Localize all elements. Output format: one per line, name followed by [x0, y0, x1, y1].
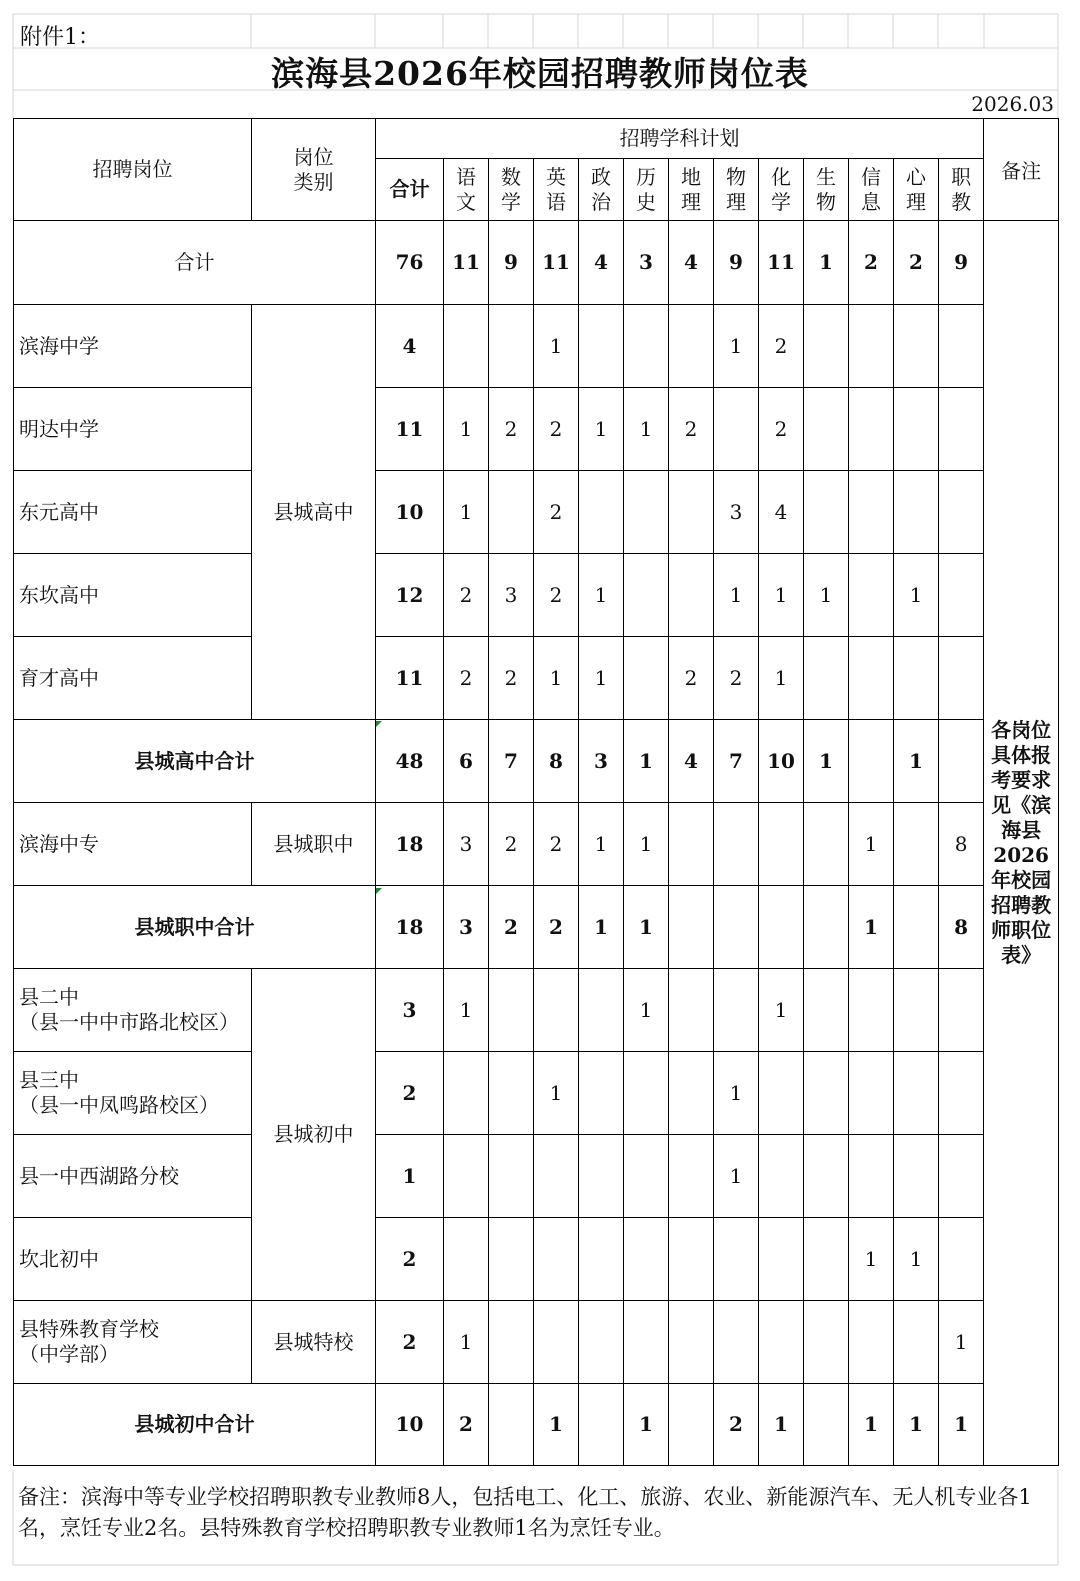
footnote: 备注：滨海中等专业学校招聘职教专业教师8人，包括电工、化工、旅游、农业、新能源汽车、无人机专业各1名，烹饪专业2名。县特殊教育学校招聘职教专业教师1名为烹饪专业。	[18, 1485, 1032, 1540]
cell: 1	[849, 1218, 894, 1301]
cell: 3	[714, 471, 759, 554]
subtotal-row-junior	[14, 1384, 1059, 1466]
cell	[894, 886, 939, 969]
cell	[669, 1384, 714, 1466]
cell: 2	[534, 803, 579, 886]
category-high: 县城高中	[252, 305, 376, 720]
cell	[579, 1384, 624, 1466]
subject-psychology: 心 理	[894, 159, 939, 221]
cell	[714, 388, 759, 471]
cell: 9	[714, 221, 759, 305]
cell	[669, 969, 714, 1052]
category-special: 县城特校	[252, 1301, 376, 1384]
cell: 1	[714, 1135, 759, 1218]
cell: 4	[669, 720, 714, 803]
cell	[804, 886, 849, 969]
table-row	[14, 554, 1059, 637]
school-name: 东元高中	[14, 471, 252, 554]
subject-history: 历 史	[624, 159, 669, 221]
table-row	[14, 471, 1059, 554]
subtotal-total: 10	[376, 1384, 444, 1466]
cell: 11	[444, 221, 489, 305]
cell: 2	[759, 305, 804, 388]
school-name: 明达中学	[14, 388, 252, 471]
header-position: 招聘岗位	[14, 119, 252, 221]
cell: 2	[534, 554, 579, 637]
table-row	[14, 1052, 1059, 1135]
cell	[849, 1052, 894, 1135]
cell: 2	[849, 221, 894, 305]
cell: 2	[759, 388, 804, 471]
subtotal-row-vocational	[14, 886, 1059, 969]
cell: 2	[489, 803, 534, 886]
cell: 3	[624, 221, 669, 305]
cell: 1	[894, 720, 939, 803]
cell	[669, 1218, 714, 1301]
cell: 1	[759, 637, 804, 720]
category-junior: 县城初中	[252, 969, 376, 1301]
header-remarks: 备注	[984, 119, 1059, 221]
header-row-1	[14, 119, 1059, 159]
cell	[849, 554, 894, 637]
grand-total-row	[14, 221, 1059, 305]
cell	[804, 1052, 849, 1135]
cell	[714, 969, 759, 1052]
cell	[804, 1218, 849, 1301]
cell: 2	[489, 388, 534, 471]
cell: 1	[849, 1384, 894, 1466]
cell: 7	[489, 720, 534, 803]
cell: 1	[759, 969, 804, 1052]
subtotal-row-high	[14, 720, 1059, 803]
cell	[939, 637, 984, 720]
header-total: 合计	[376, 159, 444, 221]
cell-comment-marker	[376, 721, 382, 727]
cell: 1	[534, 305, 579, 388]
cell	[849, 969, 894, 1052]
cell	[849, 720, 894, 803]
cell: 2	[894, 221, 939, 305]
cell	[714, 1301, 759, 1384]
cell	[849, 305, 894, 388]
cell	[579, 305, 624, 388]
table-row	[14, 305, 1059, 388]
cell: 1	[444, 471, 489, 554]
table-row	[14, 1301, 1059, 1384]
cell: 1	[939, 1384, 984, 1466]
cell: 9	[489, 221, 534, 305]
cell: 11	[759, 221, 804, 305]
cell	[534, 1218, 579, 1301]
table-row	[14, 969, 1059, 1052]
cell	[894, 1135, 939, 1218]
cell: 1	[894, 1218, 939, 1301]
row-total: 11	[376, 637, 444, 720]
cell	[489, 1301, 534, 1384]
cell: 1	[759, 1384, 804, 1466]
cell: 4	[579, 221, 624, 305]
cell	[894, 471, 939, 554]
cell	[894, 305, 939, 388]
subject-it: 信 息	[849, 159, 894, 221]
cell	[804, 969, 849, 1052]
cell: 2	[444, 554, 489, 637]
cell	[669, 1135, 714, 1218]
subtotal-total: 18	[376, 886, 444, 969]
cell: 2	[714, 637, 759, 720]
header-plan: 招聘学科计划	[376, 119, 984, 159]
cell	[939, 471, 984, 554]
cell: 1	[579, 803, 624, 886]
cell: 8	[939, 803, 984, 886]
row-total: 1	[376, 1135, 444, 1218]
document-date: 2026.03	[971, 92, 1054, 116]
cell: 1	[444, 388, 489, 471]
cell	[759, 1301, 804, 1384]
cell: 2	[489, 886, 534, 969]
cell: 1	[939, 1301, 984, 1384]
cell: 10	[759, 720, 804, 803]
table-row	[14, 637, 1059, 720]
table-row	[14, 1135, 1059, 1218]
subject-chinese: 语 文	[444, 159, 489, 221]
school-name: 滨海中学	[14, 305, 252, 388]
cell	[489, 1384, 534, 1466]
cell	[624, 1135, 669, 1218]
cell	[669, 1301, 714, 1384]
cell	[579, 969, 624, 1052]
school-name: 县特殊教育学校 （中学部）	[14, 1301, 252, 1384]
school-name: 坎北初中	[14, 1218, 252, 1301]
row-total: 4	[376, 305, 444, 388]
school-name: 东坎高中	[14, 554, 252, 637]
cell	[939, 554, 984, 637]
school-name: 县一中西湖路分校	[14, 1135, 252, 1218]
grand-total-value: 76	[376, 221, 444, 305]
subject-english: 英 语	[534, 159, 579, 221]
cell	[534, 969, 579, 1052]
cell	[849, 1135, 894, 1218]
cell: 1	[579, 886, 624, 969]
cell	[579, 471, 624, 554]
cell: 2	[444, 637, 489, 720]
cell: 1	[849, 803, 894, 886]
cell	[804, 1384, 849, 1466]
cell: 1	[714, 305, 759, 388]
cell: 1	[894, 554, 939, 637]
school-name: 县三中 （县一中凤鸣路校区）	[14, 1052, 252, 1135]
cell	[579, 1052, 624, 1135]
row-total: 12	[376, 554, 444, 637]
cell	[804, 1301, 849, 1384]
cell	[624, 637, 669, 720]
cell	[579, 1135, 624, 1218]
cell-comment-marker	[376, 888, 382, 894]
subtotal-label: 县城高中合计	[14, 720, 376, 803]
cell	[534, 1135, 579, 1218]
cell	[849, 388, 894, 471]
cell: 1	[444, 969, 489, 1052]
cell	[624, 1052, 669, 1135]
table-row	[14, 388, 1059, 471]
cell: 1	[624, 720, 669, 803]
school-name: 滨海中专	[14, 803, 252, 886]
cell	[669, 305, 714, 388]
cell: 9	[939, 221, 984, 305]
cell	[804, 1135, 849, 1218]
cell	[759, 886, 804, 969]
cell: 1	[579, 554, 624, 637]
cell	[759, 1052, 804, 1135]
subtotal-label: 县城职中合计	[14, 886, 376, 969]
cell	[894, 637, 939, 720]
cell: 3	[444, 803, 489, 886]
cell: 6	[444, 720, 489, 803]
cell: 1	[534, 637, 579, 720]
cell	[804, 388, 849, 471]
cell: 7	[714, 720, 759, 803]
cell: 1	[624, 803, 669, 886]
cell	[669, 886, 714, 969]
cell: 2	[714, 1384, 759, 1466]
cell: 1	[579, 637, 624, 720]
row-total: 2	[376, 1052, 444, 1135]
subject-vocational: 职 教	[939, 159, 984, 221]
cell: 1	[894, 1384, 939, 1466]
header-category	[252, 119, 376, 221]
cell	[939, 969, 984, 1052]
subtotal-label: 县城初中合计	[14, 1384, 376, 1466]
cell: 1	[444, 1301, 489, 1384]
cell	[939, 1052, 984, 1135]
cell: 2	[489, 637, 534, 720]
cell: 2	[669, 388, 714, 471]
cell: 8	[939, 886, 984, 969]
row-total: 2	[376, 1218, 444, 1301]
cell: 1	[714, 1052, 759, 1135]
cell	[669, 1052, 714, 1135]
cell	[489, 969, 534, 1052]
cell	[489, 1135, 534, 1218]
page-title: 滨海县2026年校园招聘教师岗位表	[271, 54, 809, 93]
cell	[444, 1052, 489, 1135]
cell	[489, 471, 534, 554]
row-total: 3	[376, 969, 444, 1052]
cell	[624, 554, 669, 637]
cell	[669, 803, 714, 886]
cell: 3	[489, 554, 534, 637]
subject-math: 数 学	[489, 159, 534, 221]
cell: 3	[444, 886, 489, 969]
cell	[444, 1135, 489, 1218]
cell	[489, 1218, 534, 1301]
cell	[759, 1218, 804, 1301]
cell: 1	[534, 1052, 579, 1135]
table-row	[14, 803, 1059, 886]
cell	[714, 1218, 759, 1301]
cell: 1	[804, 221, 849, 305]
cell	[939, 305, 984, 388]
cell	[849, 1301, 894, 1384]
cell	[804, 637, 849, 720]
cell	[804, 305, 849, 388]
cell: 1	[624, 1384, 669, 1466]
cell	[939, 1135, 984, 1218]
row-total: 18	[376, 803, 444, 886]
cell	[444, 1218, 489, 1301]
cell: 1	[714, 554, 759, 637]
cell	[894, 388, 939, 471]
cell: 2	[534, 886, 579, 969]
cell	[669, 554, 714, 637]
subject-politics: 政 治	[579, 159, 624, 221]
cell	[534, 1301, 579, 1384]
cell	[579, 1301, 624, 1384]
subject-chemistry: 化 学	[759, 159, 804, 221]
cell	[624, 1301, 669, 1384]
cell	[624, 471, 669, 554]
cell	[894, 1052, 939, 1135]
cell	[444, 305, 489, 388]
cell	[759, 1135, 804, 1218]
cell	[849, 637, 894, 720]
cell: 2	[534, 471, 579, 554]
cell: 8	[534, 720, 579, 803]
cell: 11	[534, 221, 579, 305]
cell: 4	[759, 471, 804, 554]
cell	[489, 1052, 534, 1135]
cell	[714, 886, 759, 969]
cell	[894, 969, 939, 1052]
attachment-label: 附件1：	[20, 25, 100, 50]
cell	[804, 803, 849, 886]
cell	[669, 471, 714, 554]
cell	[939, 388, 984, 471]
subject-physics: 物 理	[714, 159, 759, 221]
cell: 2	[669, 637, 714, 720]
recruitment-table	[13, 118, 1059, 1466]
header-category-line1: 岗位	[293, 144, 334, 169]
cell	[759, 803, 804, 886]
cell	[849, 471, 894, 554]
cell: 1	[624, 969, 669, 1052]
subtotal-total: 48	[376, 720, 444, 803]
cell: 1	[804, 554, 849, 637]
cell: 1	[534, 1384, 579, 1466]
cell	[894, 1301, 939, 1384]
cell: 1	[849, 886, 894, 969]
subject-geography: 地 理	[669, 159, 714, 221]
cell	[714, 803, 759, 886]
cell	[579, 1218, 624, 1301]
category-vocational: 县城职中	[252, 803, 376, 886]
cell	[894, 803, 939, 886]
subject-biology: 生 物	[804, 159, 849, 221]
cell: 1	[624, 886, 669, 969]
cell	[804, 471, 849, 554]
table-row	[14, 1218, 1059, 1301]
row-total: 10	[376, 471, 444, 554]
header-category-line2: 类别	[293, 169, 334, 194]
cell: 4	[669, 221, 714, 305]
remark-cell: 各岗位具体报考要求见《滨海县2026年校园招聘教师职位表》	[984, 221, 1059, 1466]
grand-total-label: 合计	[14, 221, 376, 305]
cell	[939, 1218, 984, 1301]
cell: 1	[804, 720, 849, 803]
cell: 1	[579, 388, 624, 471]
school-name: 育才高中	[14, 637, 252, 720]
row-total: 2	[376, 1301, 444, 1384]
cell: 1	[624, 388, 669, 471]
cell: 3	[579, 720, 624, 803]
school-name: 县二中 （县一中中市路北校区）	[14, 969, 252, 1052]
cell: 2	[444, 1384, 489, 1466]
cell	[624, 1218, 669, 1301]
row-total: 11	[376, 388, 444, 471]
cell	[939, 720, 984, 803]
cell: 2	[534, 388, 579, 471]
cell	[624, 305, 669, 388]
cell: 1	[759, 554, 804, 637]
cell	[489, 305, 534, 388]
